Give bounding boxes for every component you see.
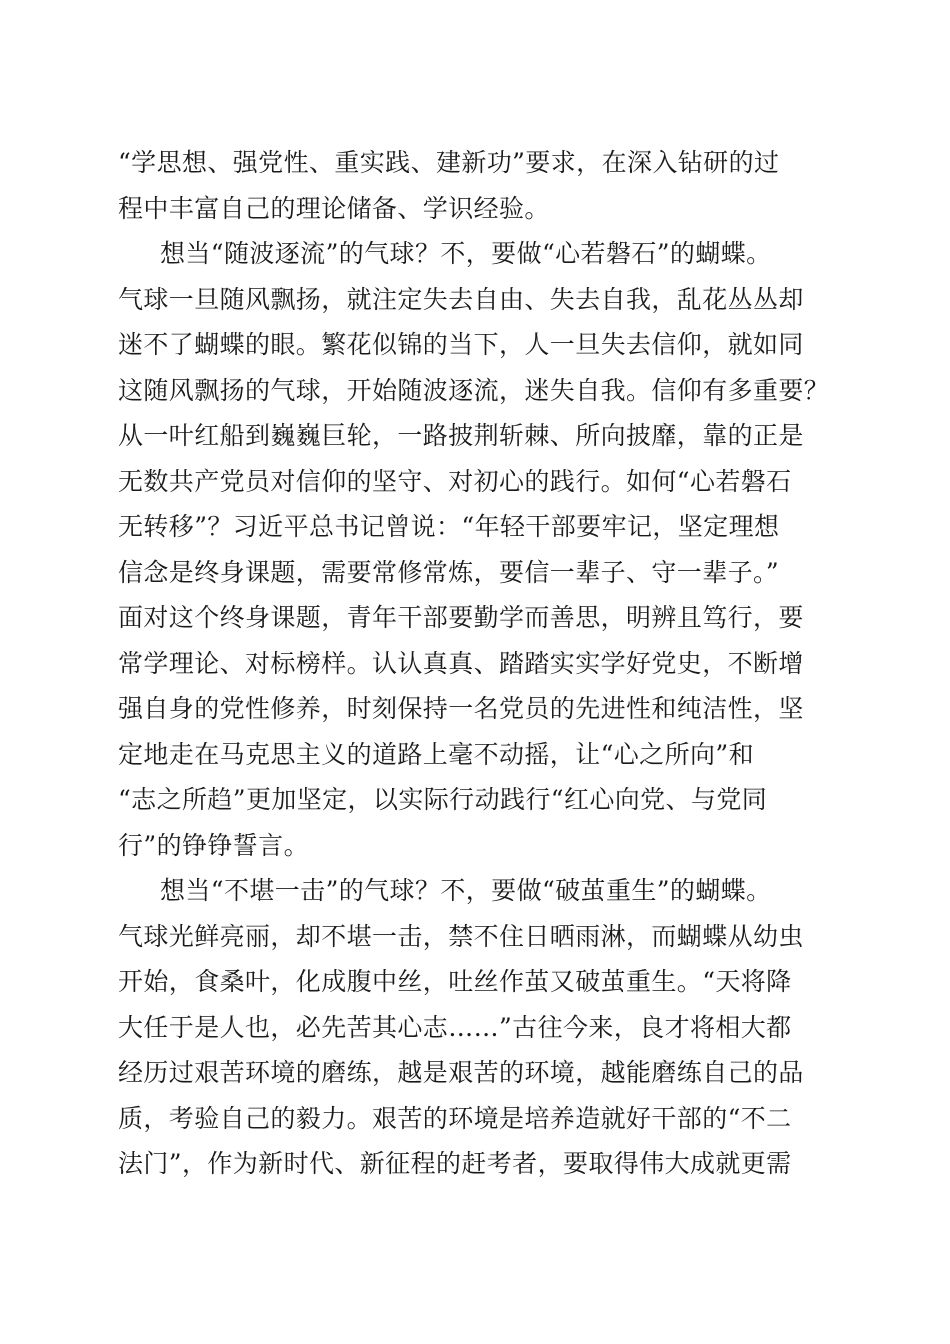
text-line: 经历过艰苦环境的磨练，越是艰苦的环境，越能磨练自己的品 — [118, 1058, 804, 1087]
text-line: 气球光鲜亮丽，却不堪一击，禁不住日晒雨淋，而蝴蝶从幼虫 — [118, 921, 804, 951]
text-line: 大任于是人也，必先苦其心志……”古往今来，良才将相大都 — [118, 1012, 792, 1042]
text-line: 强自身的党性修养，时刻保持一名党员的先进性和纯洁性，坚 — [118, 694, 804, 723]
text-line: 无转移”？习近平总书记曾说：“年轻干部要牢记，坚定理想 — [118, 512, 780, 541]
text-line: 从一叶红船到巍巍巨轮，一路披荆斩棘、所向披靡，靠的正是 — [118, 421, 804, 450]
text-line: 迷不了蝴蝶的眼。繁花似锦的当下，人一旦失去信仰，就如同 — [118, 330, 804, 359]
text-line: “学思想、强党性、重实践、建新功”要求，在深入钻研的过 — [118, 148, 780, 177]
text-line: 开始，食桑叶，化成腹中丝，吐丝作茧又破茧重生。“天将降 — [118, 967, 792, 996]
text-line: 信念是终身课题，需要常修常炼，要信一辈子、守一辈子。” — [118, 557, 780, 587]
text-line: “志之所趋”更加坚定，以实际行动践行“红心向党、与党同 — [118, 785, 768, 814]
text-line: 无数共产党员对信仰的坚守、对初心的践行。如何“心若磐石 — [118, 466, 792, 496]
paragraph-first-line: 想当“不堪一击”的气球？不，要做“破茧重生”的蝴蝶。 — [160, 876, 772, 905]
text-line: 定地走在马克思主义的道路上毫不动摇，让“心之所向”和 — [118, 739, 754, 769]
text-line: 常学理论、对标榜样。认认真真、踏踏实实学好党史，不断增 — [118, 648, 804, 678]
text-line: 行”的铮铮誓言。 — [118, 830, 309, 860]
text-line: 气球一旦随风飘扬，就注定失去自由、失去自我，乱花丛丛却 — [118, 284, 804, 314]
text-line: 质，考验自己的毅力。艰苦的环境是培养造就好干部的“不二 — [118, 1103, 792, 1133]
text-line: 法门”，作为新时代、新征程的赶考者，要取得伟大成就更需 — [118, 1149, 792, 1178]
paragraph-first-line: 想当“随波逐流”的气球？不，要做“心若磐石”的蝴蝶。 — [160, 239, 772, 268]
text-line: 这随风飘扬的气球，开始随波逐流，迷失自我。信仰有多重要？ — [118, 375, 830, 405]
document-page — [118, 145, 834, 1192]
text-line: 程中丰富自己的理论储备、学识经验。 — [118, 193, 550, 223]
text-line: 面对这个终身课题，青年干部要勤学而善思，明辨且笃行，要 — [118, 603, 804, 632]
